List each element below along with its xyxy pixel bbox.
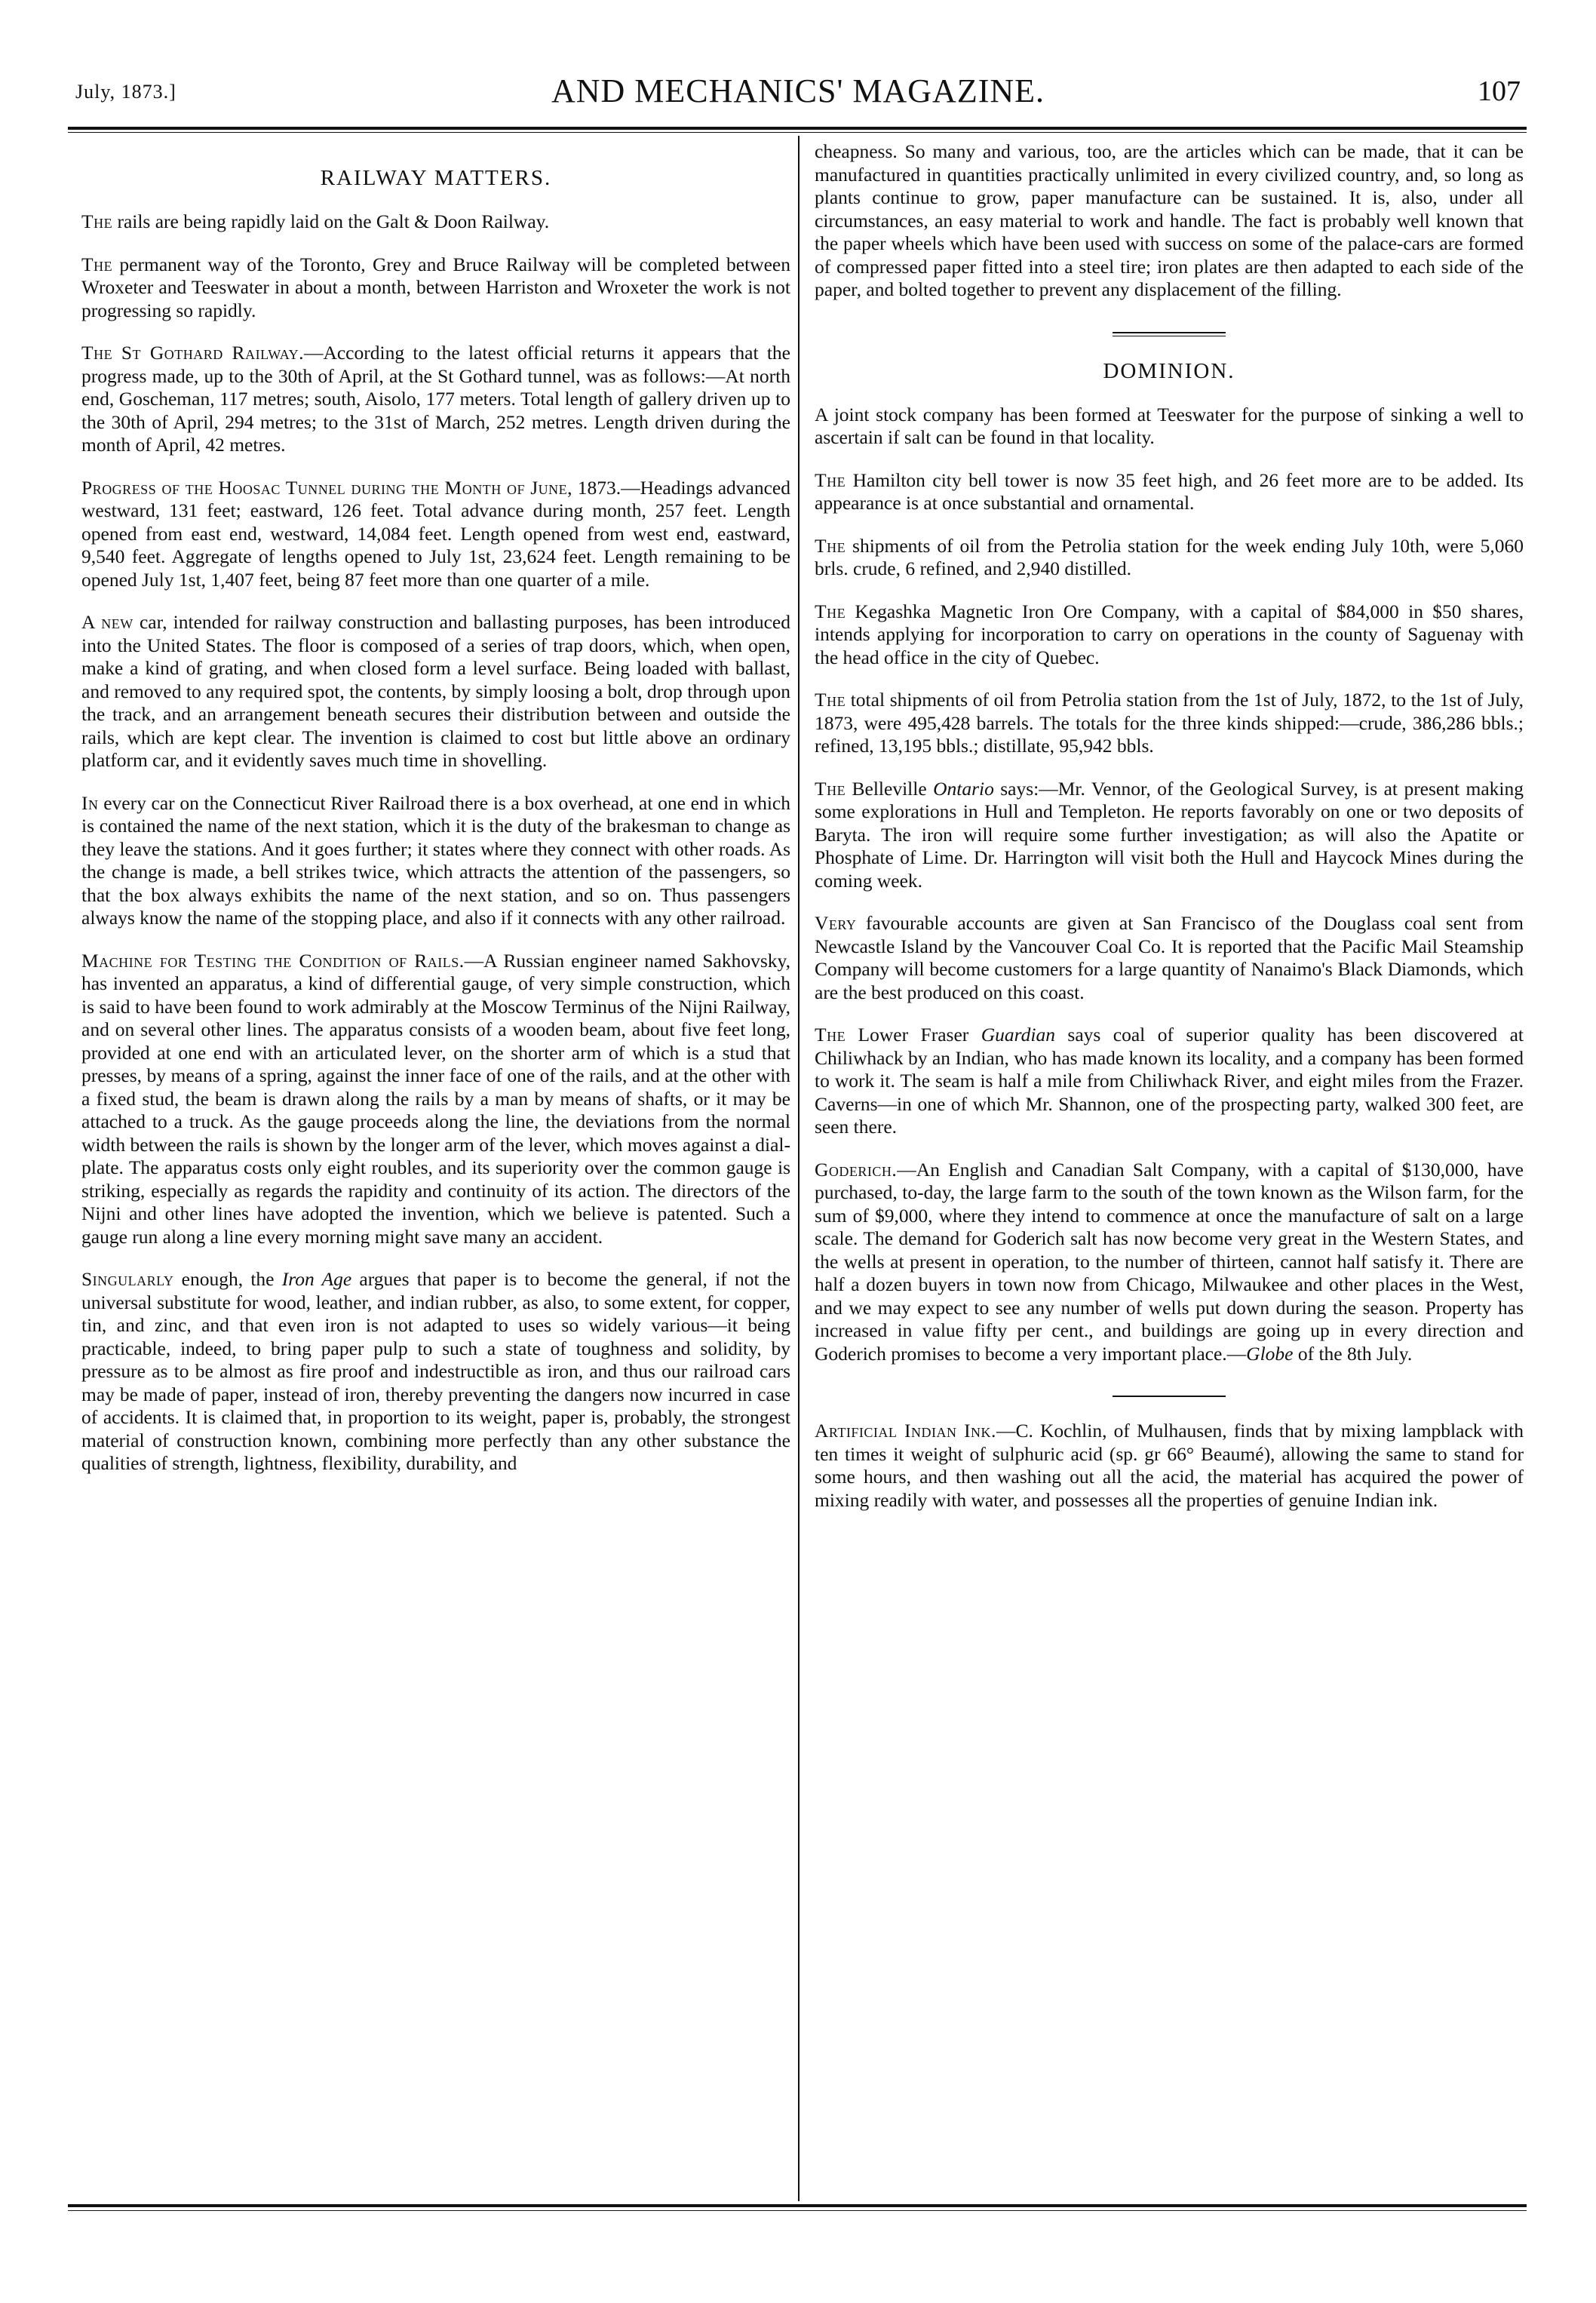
paragraph-text-continued: says coal of superior quality has been discovered at Chiliwhack by an Indian, who has made known its locality, and a company has been formed to work it. The seam is half a mile from Chiliwhack River, and eight miles from the Frazer. Caverns—in one of which Mr. Shannon, one of the prospecting party, walked 300 feet, are seen there. [815,1024,1524,1138]
paragraph-text: —According to the latest official returns it appears that the progress made, up to the 30th of April, at the St Gothard tunnel, was as follows:—At north end, Goscheman, 117 metres; south, Aisolo, 177 meters. Total length of gallery driven up to the 30th of April, 294 metres; to the 31st of March, 252 metres. Length driven during the month of April, 42 metres. [81,342,790,456]
article-paragraph [815,778,1524,893]
right-column [815,140,1524,2198]
lead-words: The [815,1024,846,1046]
bottom-rule-thin [68,2210,1527,2211]
article-paragraph [815,535,1524,581]
lead-words: Singularly [81,1268,174,1290]
issue-date: July, 1873.] [75,81,176,103]
paragraph-text: rails are being rapidly laid on the Galt & Doon Railway. [112,210,550,232]
magazine-title: AND MECHANICS' MAGAZINE. [551,72,1045,109]
top-rule-thin [68,132,1527,133]
article-paragraph [815,689,1524,758]
lead-words: The [81,253,113,275]
section-heading-railway: RAILWAY MATTERS. [320,166,552,190]
paragraph-text: —A Russian engineer named Sakhovsky, has invented an apparatus, a kind of differential gauge, of very simple construction, which is said to have been found to work admirably at the Moscow Terminus of the Nijni Railway, and on several other lines. The apparatus consists of a wooden beam, about five feet long, provided at one end with an articulated lever, on the shorter arm of which is a stud that presses, by means of a spring, against the inner face of one of the rails, and at the other with a fixed stud, the beam is drawn along the rails by a man by means of shafts, or it may be attached to a truck. As the gauge proceeds along the line, the deviations from the normal width between the rails is shown by the longer arm of the lever, which moves against a dial-plate. The apparatus costs only eight roubles, and its superiority over the common gauge is striking, especially as regards the rapidity and continuity of its action. The directors of the Nijni and other lines have adopted the invention, which we believe is patented. Such a gauge run along a line every morning might save many an accident. [81,949,790,1248]
article-continuation: cheapness. So many and various, too, are the articles which can be made, that it can be manufactured in quantities practically unlimited in every civilized country, and, so long as plants continue to grow, paper manufacture can be sustained. It is, also, under all circumstances, an easy material to work and handle. The fact is probably well known that the paper wheels which have been used with success on some of the palace-cars are formed of compressed paper fitted into a steel tire; iron plates are then adapted to each side of the paper, and bolted together to prevent any displacement of the filling. [815,140,1524,300]
left-column [81,140,790,2198]
paragraph-text: A joint stock company has been formed at Teeswater for the purpose of sinking a well to ascertain if salt can be found in that locality. [815,403,1524,448]
publication-name: Ontario [933,777,994,800]
article-paragraph [815,1159,1524,1366]
paragraph-text: Kegashka Magnetic Iron Ore Company, with a capital of $84,000 in $50 shares, intends applying for incorporation to carry on operations in the county of Saguenay with the head office in the city of Quebec. [815,600,1524,668]
running-header [75,72,1521,117]
article-paragraph [815,469,1524,515]
lead-words: The [815,600,846,622]
paragraph-text: —An English and Canadian Salt Company, with a capital of $130,000, have purchased, to-day, the large farm to the south of the town known as the Wilson farm, for the sum of $9,000, where they intend to commence at once the manufacture of salt on a large scale. The demand for Goderich salt has now become very great in the Western States, and the wells at present in operation, to the number of thirteen, cannot half satisfy it. There are half a dozen buyers in town now from Chicago, Milwaukee and other places in the West, and we may expect to see any number of wells put down during the season. Property has increased in value fifty per cent., and buildings are going up in every direction and Goderich promises to become a very important place.— [815,1158,1524,1365]
article-paragraph [815,1024,1524,1139]
publication-name: Guardian [981,1024,1055,1046]
lead-words: The [815,689,846,711]
lead-words: In [81,791,99,814]
paragraph-text: total shipments of oil from Petrolia station from the 1st of July, 1872, to the 1st of July, 1873, were 495,428 barrels. The totals for the three kinds shipped:—crude, 386,286 bbls.; refined, 13,195 bbls.; distillate, 95,942 bbls. [815,689,1524,757]
paragraph-text: 1873.—Headings advanced westward, 131 feet; eastward, 126 feet. Total advance during month, 257 feet. Length opened from east end, westward, 14,084 feet. Length opened from west end, eastward, 9,540 feet. Aggregate of lengths opened to July 1st, 23,624 feet. Length remaining to be opened July 1st, 1,407 feet, being 87 feet more than one quarter of a mile. [81,476,790,591]
article-paragraph [81,792,790,930]
paragraph-text-continued: of the 8th July. [1293,1342,1413,1365]
lead-words: Machine for Testing the Condition of Rails. [81,949,465,972]
lead-words: The [815,468,846,491]
article-paragraph [81,253,790,323]
paragraph-text: Lower Fraser [846,1024,981,1046]
paragraph-text: favourable accounts are given at San Francisco of the Douglass coal sent from Newcastle Island by the Vancouver Coal Co. It is reported that the Pacific Mail Steamship Company will become customers for a large quantity of Nanaimo's Black Diamonds, which are the best produced on this coast. [815,912,1524,1003]
publication-name: Globe [1246,1342,1294,1365]
article-paragraph [81,950,790,1249]
article-paragraph [815,1420,1524,1512]
paragraph-text: enough, the [173,1268,282,1290]
section-heading-dominion: DOMINION. [1103,358,1235,383]
lead-words: The [815,777,846,800]
article-paragraph [815,404,1524,450]
paragraph-text: every car on the Connecticut River Railroad there is a box overhead, at one end in which is contained the name of the next station, which it is the duty of the brakesman to change as they leave the stations. And it goes further; it states where they connect with other roads. As the change is made, a bell strikes twice, which attracts the attention of the passengers, so that the box always exhibits the name of the next station, and so on. Thus passengers always know the name of the stopping place, and also if it connects with any other railroad. [81,791,790,929]
section-separator [1113,332,1226,336]
paragraph-text: permanent way of the Toronto, Grey and Bruce Railway will be completed between Wroxeter and Teeswater in about a month, between Harriston and Wroxeter the work is not progressing so rapidly. [81,253,790,321]
top-rule [68,127,1527,130]
article-paragraph [81,210,790,234]
lead-words: Goderich. [815,1158,898,1181]
lead-words: Very [815,912,857,934]
article-paragraph [81,1268,790,1475]
publication-name: Iron Age [281,1268,352,1290]
article-paragraph [81,342,790,457]
lead-words: The [81,210,113,232]
column-divider [798,136,800,2201]
article-paragraph [81,611,790,772]
lead-words: Artificial Indian Ink. [815,1420,996,1442]
paragraph-text-continued: says:—Mr. Vennor, of the Geological Survey, is at present making some explorations in Hull and Templeton. He reports favorably on one or two deposits of Baryta. The iron will require some further investigation; as will also the Apatite or Phosphate of Lime. Dr. Harrington will visit both the Hull and Haycock Mines during the coming week. [815,777,1524,892]
paragraph-text-continued: argues that paper is to become the general, if not the universal substitute for wood, leather, and indian rubber, as also, to some extent, for copper, tin, and zinc, and that even iron is not adapted to uses so widely various—it being practicable, indeed, to bring paper pulp to such a state of toughness and solidity, by pressure as to be almost as fire proof and indestructible as iron, and thus our railroad cars may be made of paper, instead of iron, thereby preventing the dangers now incurred in case of accidents. It is claimed that, in proportion to its weight, paper is, probably, the strongest material of construction known, combining more perfectly than any other substance the qualities of strength, lightness, flexibility, durability, and [81,1268,790,1474]
article-paragraph [815,600,1524,670]
section-separator [1113,1396,1226,1397]
lead-words: The St Gothard Railway. [81,342,304,364]
lead-words: Progress of the Hoosac Tunnel during the Month of June, [81,476,573,499]
paragraph-text: car, intended for railway construction and ballasting purposes, has been introduced into the United States. The floor is composed of a series of trap doors, which, when open, make a kind of grating, and when closed form a level surface. Being loaded with ballast, and removed to any required spot, the contents, by simply loosing a bolt, drop through upon the track, and an arrangement beneath secures their distribution between and outside the rails, which are kept clear. The invention is claimed to cost but little above an ordinary platform car, and it evidently saves much time in shovelling. [81,611,790,771]
page-number: 107 [1478,75,1521,107]
bottom-rule [68,2204,1527,2207]
lead-words: The [815,534,846,557]
article-paragraph [815,912,1524,1004]
lead-words: A new [81,611,134,633]
article-paragraph [81,477,790,592]
paragraph-text: Hamilton city bell tower is now 35 feet high, and 26 feet more are to be added. Its appearance is at once substantial and ornamental. [815,468,1524,514]
paragraph-text: —C. Kochlin, of Mulhausen, finds that by mixing lampblack with ten times it weight of sulphuric acid (sp. gr 66° Beaumé), allowing the same to stand for some hours, and then washing out all the acid, the material has acquired the power of mixing readily with water, and possesses all the properties of genuine Indian ink. [815,1420,1524,1511]
paragraph-text: Belleville [846,777,934,800]
paragraph-text: shipments of oil from the Petrolia station for the week ending July 10th, were 5,060 brls. crude, 6 refined, and 2,940 distilled. [815,534,1524,579]
